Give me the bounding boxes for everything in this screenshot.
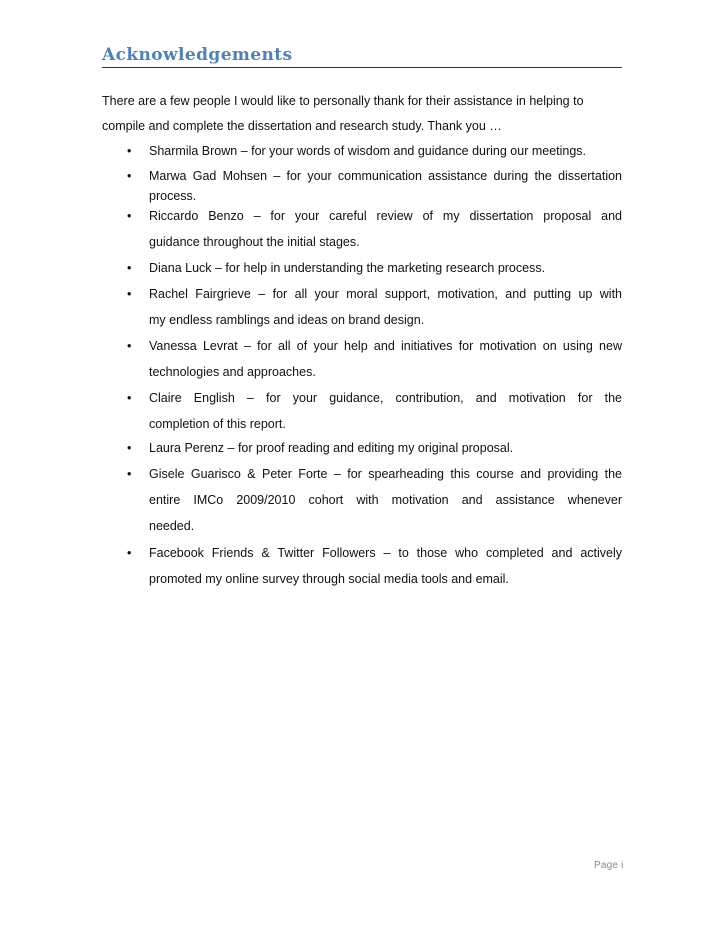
list-item-line: Marwa Gad Mohsen – for your communication assistance during the dissertation [149,169,622,183]
list-item-line: needed. [149,519,195,533]
heading-underline [102,67,622,68]
page-heading: Acknowledgements [102,45,293,65]
list-item-line: Laura Perenz – for proof reading and editing my original proposal. [149,441,514,455]
bullet-icon: • [127,209,132,223]
intro-paragraph [102,89,622,139]
list-item-line: Gisele Guarisco & Peter Forte – for spearheading this course and providing the [149,467,622,481]
list-item-line: Sharmila Brown – for your words of wisdom and guidance during our meetings. [149,144,587,158]
list-item-line: guidance throughout the initial stages. [149,235,360,249]
list-item-line: Vanessa Levrat – for all of your help and initiatives for motivation on using new [149,339,622,353]
list-item-line: Diana Luck – for help in understanding the marketing research process. [149,261,546,275]
page-number: Page i [594,860,624,871]
list-item-line: entire IMCo 2009/2010 cohort with motivation and assistance whenever [149,493,622,507]
bullet-icon: • [127,467,132,481]
list-item-line: technologies and approaches. [149,365,316,379]
list-item-line: Facebook Friends & Twitter Followers – to those who completed and actively [149,546,622,560]
bullet-icon: • [127,287,132,301]
list-item-line: Claire English – for your guidance, contribution, and motivation for the [149,391,622,405]
bullet-icon: • [127,169,132,183]
list-item-line: completion of this report. [149,417,286,431]
intro-line: There are a few people I would like to personally thank for their assistance in helping to [102,94,584,108]
bullet-icon: • [127,546,132,560]
list-item-line: process. [149,189,197,203]
bullet-icon: • [127,441,132,455]
list-item-line: my endless ramblings and ideas on brand design. [149,313,425,327]
intro-line: compile and complete the dissertation and research study. Thank you … [102,119,502,133]
list-item-line: promoted my online survey through social media tools and email. [149,572,509,586]
list-item-line: Rachel Fairgrieve – for all your moral support, motivation, and putting up with [149,287,622,301]
bullet-icon: • [127,339,132,353]
list-item-line: Riccardo Benzo – for your careful review of my dissertation proposal and [149,209,622,223]
bullet-icon: • [127,144,132,158]
bullet-icon: • [127,391,132,405]
bullet-icon: • [127,261,132,275]
